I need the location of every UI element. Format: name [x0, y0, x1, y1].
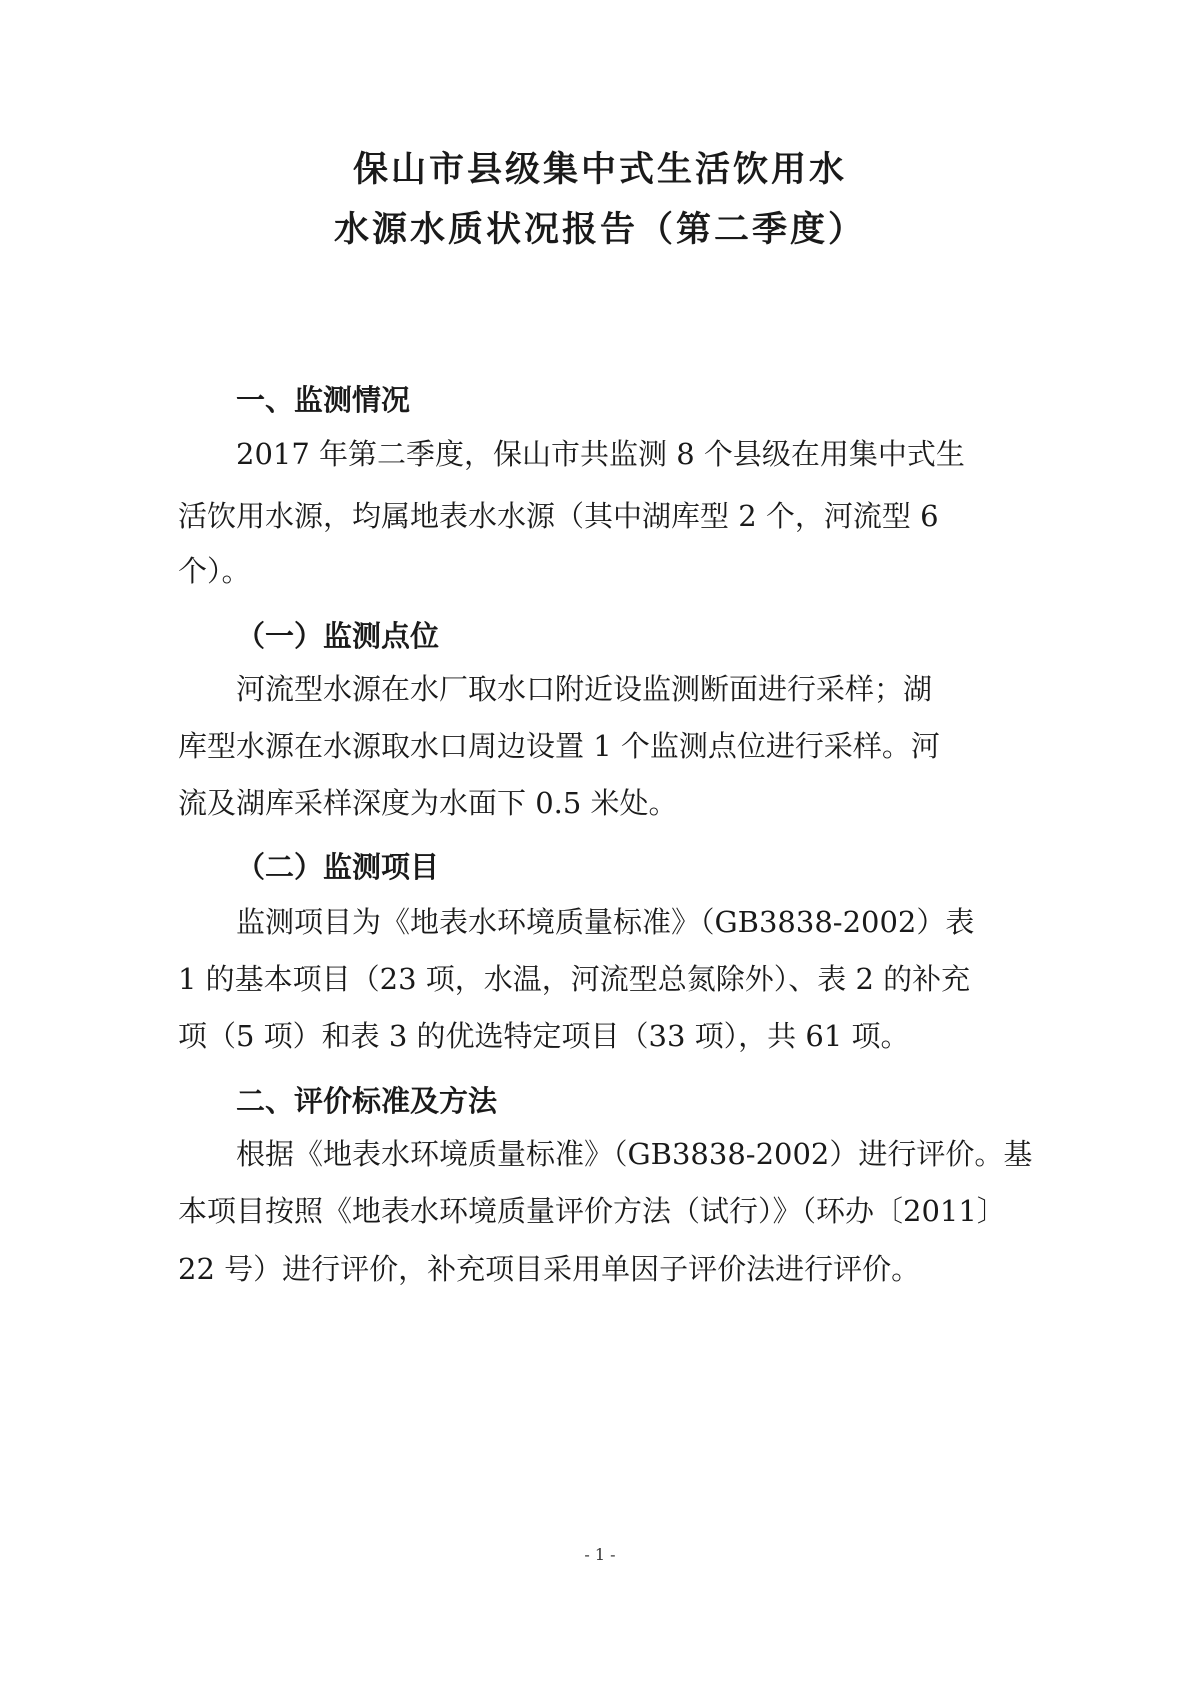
subsection-2-heading: （二）监测项目	[236, 850, 440, 884]
section-1-intro-line-1: 2017 年第二季度，保山市共监测 8 个县级在用集中式生	[236, 437, 965, 471]
section-2-line-2: 本项目按照《地表水环境质量评价方法（试行）》（环办〔2011〕	[178, 1194, 1006, 1228]
subsection-2-line-3: 项（5 项）和表 3 的优选特定项目（33 项），共 61 项。	[178, 1019, 910, 1053]
subsection-2-line-1: 监测项目为《地表水环境质量标准》（GB3838-2002）表	[236, 905, 975, 939]
section-2-heading: 二、评价标准及方法	[236, 1084, 498, 1118]
section-1-intro-line-2: 活饮用水源，均属地表水水源（其中湖库型 2 个，河流型 6	[178, 499, 939, 533]
document-title-line-2: 水源水质状况报告（第二季度）	[333, 209, 866, 250]
section-1-heading: 一、监测情况	[236, 383, 411, 417]
subsection-1-line-3: 流及湖库采样深度为水面下 0.5 米处。	[178, 786, 678, 820]
section-2-line-1: 根据《地表水环境质量标准》（GB3838-2002）进行评价。基	[236, 1137, 1033, 1171]
subsection-1-heading: （一）监测点位	[236, 619, 440, 653]
section-2-line-3: 22 号）进行评价，补充项目采用单因子评价法进行评价。	[178, 1252, 921, 1286]
subsection-1-line-1: 河流型水源在水厂取水口附近设监测断面进行采样；湖	[236, 672, 933, 706]
document-title-line-1: 保山市县级集中式生活饮用水	[352, 149, 847, 190]
page-number: - 1 -	[584, 1545, 616, 1564]
section-1-intro-line-3: 个）。	[178, 554, 251, 588]
subsection-1-line-2: 库型水源在水源取水口周边设置 1 个监测点位进行采样。河	[178, 729, 940, 763]
subsection-2-line-2: 1 的基本项目（23 项，水温，河流型总氮除外）、表 2 的补充	[178, 962, 971, 996]
